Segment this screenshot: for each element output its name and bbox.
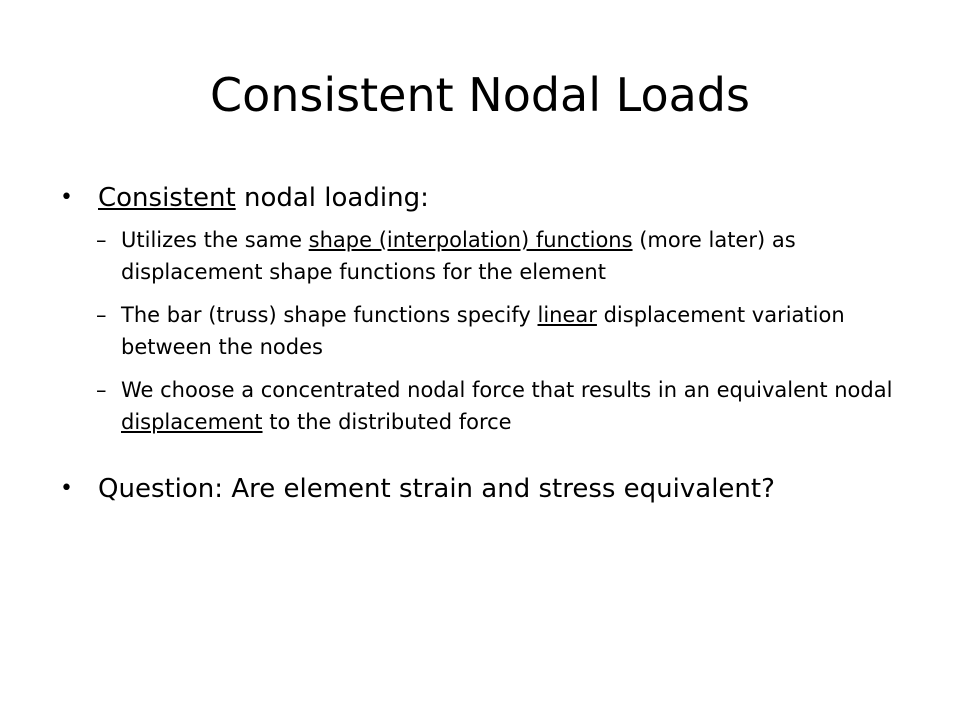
- sub-bullet-linear-variation: [58, 299, 918, 363]
- sub-bullet-text: Utilizes the same: [121, 228, 309, 252]
- underlined-term-linear: linear: [537, 303, 597, 327]
- sub-bullet-text: We choose a concentrated nodal force that results in an equivalent nodal: [121, 378, 893, 402]
- sub-bullet-equivalent-displacement: [58, 374, 918, 438]
- bullet-question: [58, 467, 918, 511]
- sub-bullet-text: The bar (truss) shape functions specify: [121, 303, 538, 327]
- sub-bullet-text: displacement variation between the nodes: [121, 303, 845, 359]
- slide-body: [58, 176, 918, 511]
- sub-bullet-marker: –: [96, 303, 107, 327]
- sub-bullet-marker: –: [96, 378, 107, 402]
- bullet-marker: •: [60, 185, 73, 210]
- bullet-marker: •: [60, 476, 73, 501]
- slide-title: Consistent Nodal Loads: [210, 68, 750, 122]
- sub-bullet-text: (more later) as displacement shape functions for the element: [121, 228, 796, 284]
- sub-bullet-marker: –: [96, 228, 107, 252]
- sub-bullet-text: to the distributed force: [262, 410, 512, 434]
- bullet-text: Question: Are element strain and stress equivalent?: [98, 474, 775, 504]
- bullet-consistent-loading: [58, 176, 918, 220]
- underlined-term-shape-functions: shape (interpolation) functions: [308, 228, 633, 252]
- spacer: [58, 449, 918, 467]
- underlined-term-displacement: displacement: [121, 410, 263, 434]
- sub-bullet-shape-functions: [58, 224, 918, 288]
- underlined-term-consistent: Consistent: [98, 183, 236, 213]
- bullet-text: nodal loading:: [235, 183, 429, 213]
